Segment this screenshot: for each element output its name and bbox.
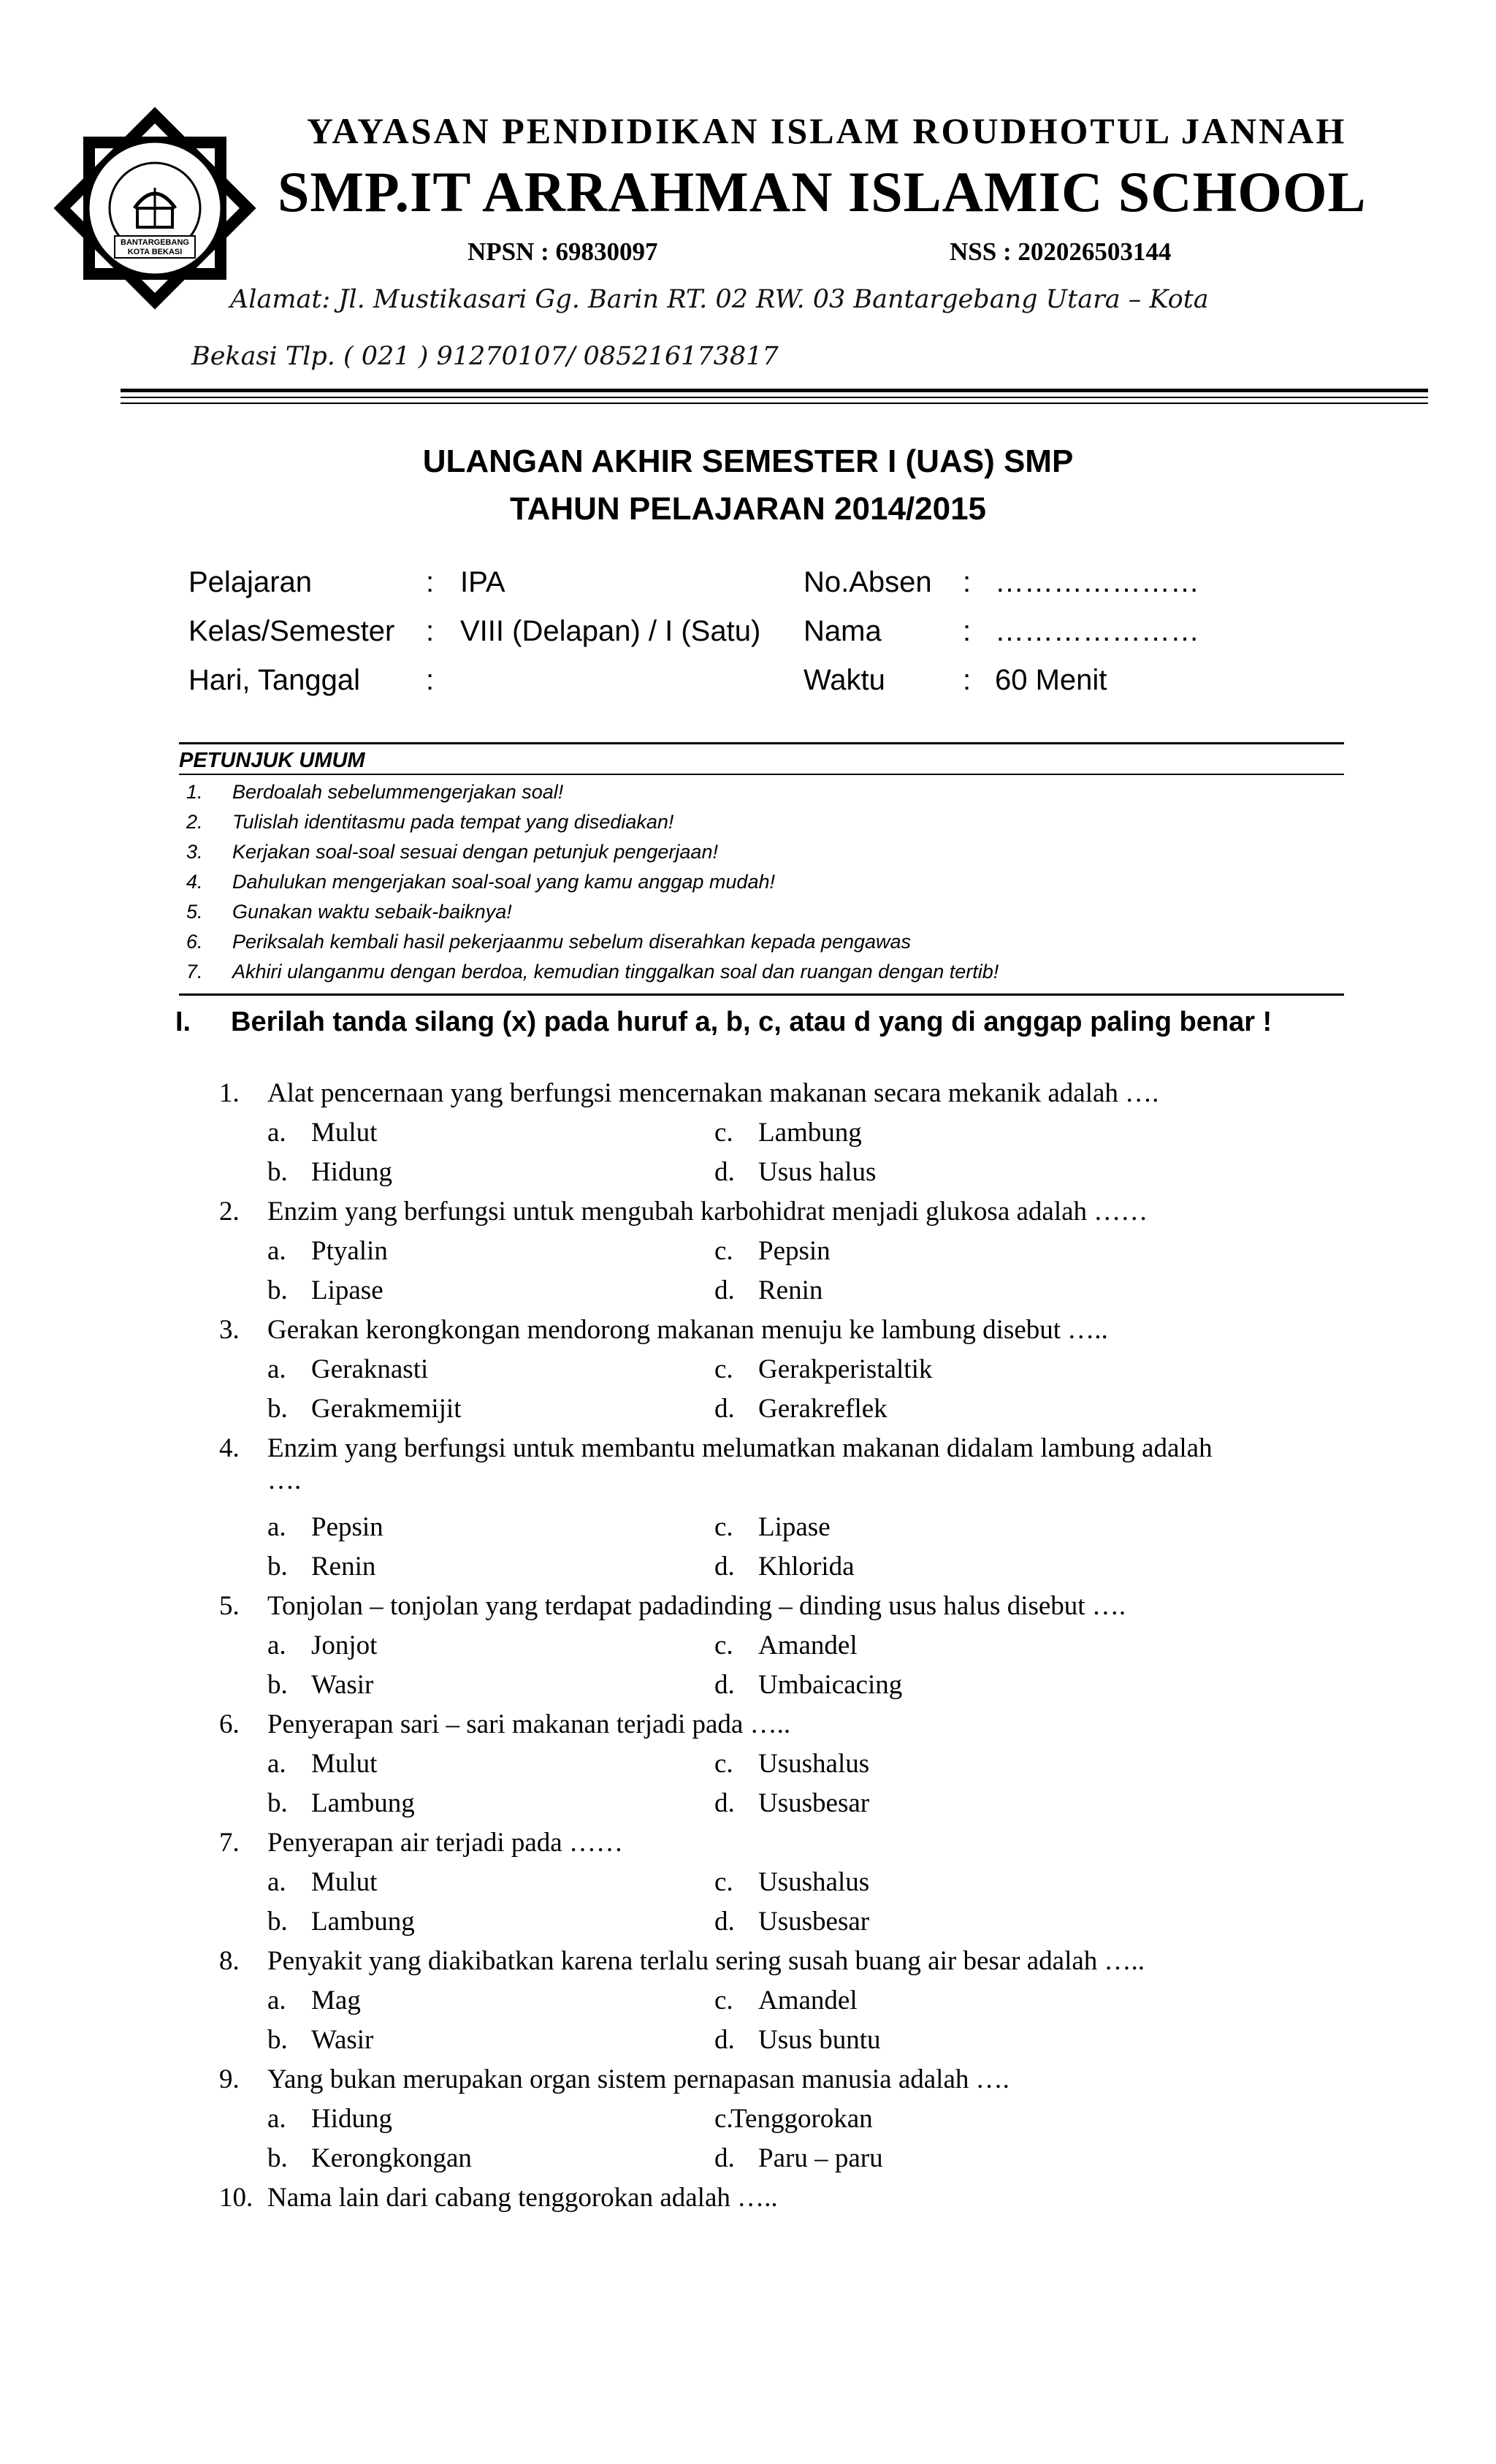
info-label: Waktu <box>804 664 885 696</box>
question-text: Penyakit yang diakibatkan karena terlalu sering susah buang air besar adalah ….. <box>267 1946 1145 1976</box>
question-text: Penyerapan air terjadi pada …… <box>267 1828 623 1858</box>
option-a: Ptyalin <box>311 1236 388 1266</box>
option-a: Geraknasti <box>311 1354 429 1384</box>
question-text: Penyerapan sari – sari makanan terjadi pada ….. <box>267 1709 791 1739</box>
address-line-2: Bekasi Tlp. ( 021 ) 91270107/ 085216173817 <box>191 342 779 371</box>
instruction-num: 6. <box>186 931 203 953</box>
option-d: Renin <box>758 1275 823 1305</box>
option-letter: c. <box>714 1749 733 1779</box>
section-instruction: Berilah tanda silang (x) pada huruf a, b, c, atau d yang di anggap paling benar ! <box>231 1007 1272 1037</box>
instruction-text: Berdoalah sebelummengerjakan soal! <box>232 781 564 803</box>
option-letter: c. <box>714 1512 733 1542</box>
option-c: Lambung <box>758 1118 862 1148</box>
question-text: Alat pencernaan yang berfungsi mencernakan makanan secara mekanik adalah …. <box>267 1078 1159 1108</box>
option-c: Usushalus <box>758 1749 870 1779</box>
option-letter: c. <box>714 1986 733 2015</box>
question-number: 5. <box>219 1591 240 1621</box>
option-d: Gerakreflek <box>758 1394 888 1424</box>
question-number: 7. <box>219 1828 240 1858</box>
question-text: Enzim yang berfungsi untuk membantu melumatkan makanan didalam lambung adalah <box>267 1433 1213 1463</box>
instruction-num: 7. <box>186 961 203 983</box>
option-a: Mulut <box>311 1749 378 1779</box>
option-b: Gerakmemijit <box>311 1394 462 1424</box>
option-letter: b. <box>267 2025 288 2055</box>
header-divider-thin <box>121 403 1428 404</box>
info-label: Kelas/Semester <box>188 615 395 647</box>
instruction-num: 2. <box>186 811 203 833</box>
option-d: Ususbesar <box>758 1907 870 1937</box>
info-colon: : <box>426 664 435 696</box>
option-letter: b. <box>267 1394 288 1424</box>
option-letter: a. <box>267 1630 286 1660</box>
option-letter: b. <box>267 1670 288 1700</box>
question-number: 2. <box>219 1197 240 1227</box>
option-letter: c. <box>714 1354 733 1384</box>
name-field: ………………… <box>995 615 1199 647</box>
info-value: 60 Menit <box>995 664 1107 696</box>
option-d: Usus halus <box>758 1157 877 1187</box>
option-letter: d. <box>714 1275 735 1305</box>
option-letter: a. <box>267 1986 286 2015</box>
option-letter: d. <box>714 2143 735 2173</box>
option-c: Tenggorokan <box>730 2104 873 2134</box>
option-a: Mulut <box>311 1867 378 1897</box>
option-letter: a. <box>267 1236 286 1266</box>
instructions-heading: PETUNJUK UMUM <box>179 749 365 772</box>
info-label: No.Absen <box>804 566 932 598</box>
option-letter: a. <box>267 1867 286 1897</box>
instruction-num: 4. <box>186 871 203 893</box>
question-number: 6. <box>219 1709 240 1739</box>
option-letter: b. <box>267 1788 288 1818</box>
svg-text:KOTA BEKASI: KOTA BEKASI <box>127 248 183 256</box>
option-a: Mag <box>311 1986 361 2015</box>
question-text: Tonjolan – tonjolan yang terdapat padadinding – dinding usus halus disebut …. <box>267 1591 1126 1621</box>
option-c: Amandel <box>758 1630 858 1660</box>
instruction-text: Dahulukan mengerjakan soal-soal yang kamu anggap mudah! <box>232 871 775 893</box>
option-b: Lipase <box>311 1275 383 1305</box>
option-letter: c. <box>714 1118 733 1148</box>
option-letter: a. <box>267 1512 286 1542</box>
option-b: Renin <box>311 1552 376 1582</box>
question-number: 3. <box>219 1315 240 1345</box>
option-b: Wasir <box>311 2025 374 2055</box>
option-letter: a. <box>267 1354 286 1384</box>
instructions-top-rule <box>179 742 1344 744</box>
info-colon: : <box>426 615 435 647</box>
nss-number: NSS : 202026503144 <box>950 237 1172 266</box>
option-c: Amandel <box>758 1986 858 2015</box>
info-label: Nama <box>804 615 882 647</box>
header-divider-thick <box>121 389 1428 392</box>
instruction-num: 3. <box>186 841 203 863</box>
instruction-text: Tulislah identitasmu pada tempat yang disediakan! <box>232 811 674 833</box>
option-letter: b. <box>267 1907 288 1937</box>
option-letter: a. <box>267 2104 286 2134</box>
option-b: Kerongkongan <box>311 2143 472 2173</box>
info-colon: : <box>963 664 972 696</box>
section-number: I. <box>175 1007 191 1037</box>
option-b: Hidung <box>311 1157 392 1187</box>
address-line-1: Alamat: Jl. Mustikasari Gg. Barin RT. 02 RW. 03 Bantargebang Utara – Kota <box>230 285 1209 314</box>
option-letter: d. <box>714 1157 735 1187</box>
option-a: Pepsin <box>311 1512 383 1542</box>
question-number: 8. <box>219 1946 240 1976</box>
option-c: Pepsin <box>758 1236 831 1266</box>
question-number: 4. <box>219 1433 240 1463</box>
question-number: 1. <box>219 1078 240 1108</box>
info-value: VIII (Delapan) / I (Satu) <box>460 615 761 647</box>
question-text: Nama lain dari cabang tenggorokan adalah ….. <box>267 2183 778 2213</box>
exam-title: ULANGAN AKHIR SEMESTER I (UAS) SMP <box>422 443 1074 479</box>
school-name: SMP.IT ARRAHMAN ISLAMIC SCHOOL <box>278 160 1367 224</box>
option-letter: a. <box>267 1749 286 1779</box>
svg-text:BANTARGEBANG: BANTARGEBANG <box>121 238 189 247</box>
question-number: 10. <box>219 2183 253 2213</box>
instruction-num: 1. <box>186 781 203 803</box>
option-d: Ususbesar <box>758 1788 870 1818</box>
option-letter: d. <box>714 2025 735 2055</box>
exam-year: TAHUN PELAJARAN 2014/2015 <box>509 491 987 527</box>
instruction-text: Akhiri ulanganmu dengan berdoa, kemudian tinggalkan soal dan ruangan dengan tertib! <box>232 961 999 983</box>
question-text: Yang bukan merupakan organ sistem pernapasan manusia adalah …. <box>267 2064 1010 2094</box>
option-letter: d. <box>714 1394 735 1424</box>
info-value: IPA <box>460 566 505 598</box>
option-b: Lambung <box>311 1788 415 1818</box>
info-colon: : <box>963 566 972 598</box>
option-b: Wasir <box>311 1670 374 1700</box>
option-d: Paru – paru <box>758 2143 883 2173</box>
option-letter: b. <box>267 1552 288 1582</box>
option-c: Gerakperistaltik <box>758 1354 933 1384</box>
option-letter: d. <box>714 1670 735 1700</box>
option-a: Jonjot <box>311 1630 378 1660</box>
option-letter: d. <box>714 1788 735 1818</box>
question-text: Enzim yang berfungsi untuk mengubah karbohidrat menjadi glukosa adalah …… <box>267 1197 1148 1227</box>
question-text: Gerakan kerongkongan mendorong makanan menuju ke lambung disebut ….. <box>267 1315 1108 1345</box>
option-letter: d. <box>714 1907 735 1937</box>
instructions-heading-rule <box>179 774 1344 775</box>
option-letter: c. <box>714 1236 733 1266</box>
instructions-bottom-rule <box>179 993 1344 996</box>
info-label: Hari, Tanggal <box>188 664 360 696</box>
instruction-text: Gunakan waktu sebaik-baiknya! <box>232 901 512 923</box>
option-letter: c. <box>714 1867 733 1897</box>
option-a: Mulut <box>311 1118 378 1148</box>
info-label: Pelajaran <box>188 566 313 598</box>
instruction-text: Kerjakan soal-soal sesuai dengan petunjuk pengerjaan! <box>232 841 718 863</box>
foundation-name: YAYASAN PENDIDIKAN ISLAM ROUDHOTUL JANNAH <box>307 110 1347 151</box>
instruction-text: Periksalah kembali hasil pekerjaanmu sebelum diserahkan kepada pengawas <box>232 931 912 953</box>
option-letter: b. <box>267 1157 288 1187</box>
option-letter: b. <box>267 1275 288 1305</box>
npsn-number: NPSN : 69830097 <box>468 237 658 266</box>
option-b: Lambung <box>311 1907 415 1937</box>
option-c: Usushalus <box>758 1867 870 1897</box>
header-divider-thin <box>121 397 1428 398</box>
option-letter: c. <box>714 2104 733 2134</box>
option-c: Lipase <box>758 1512 831 1542</box>
option-d: Khlorida <box>758 1552 855 1582</box>
option-d: Usus buntu <box>758 2025 881 2055</box>
absen-field: ………………… <box>995 566 1199 598</box>
option-letter: a. <box>267 1118 286 1148</box>
question-text-continued: …. <box>267 1465 302 1495</box>
option-letter: d. <box>714 1552 735 1582</box>
info-colon: : <box>426 566 435 598</box>
option-letter: b. <box>267 2143 288 2173</box>
question-number: 9. <box>219 2064 240 2094</box>
option-a: Hidung <box>311 2104 392 2134</box>
option-letter: c. <box>714 1630 733 1660</box>
option-d: Umbaicacing <box>758 1670 903 1700</box>
info-colon: : <box>963 615 972 647</box>
instruction-num: 5. <box>186 901 203 923</box>
